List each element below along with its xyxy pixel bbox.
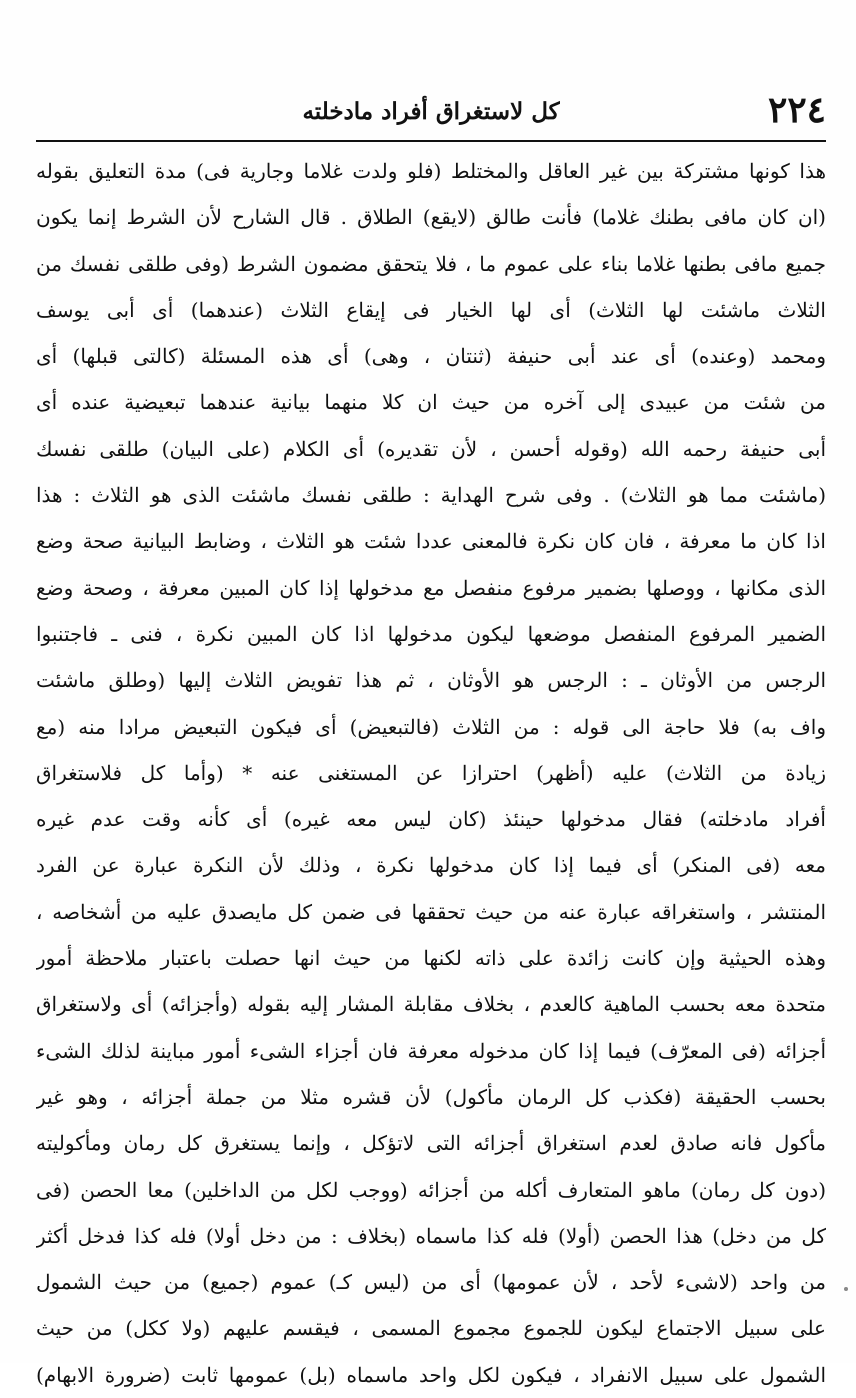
text-line: هذا كونها مشتركة بين غير العاقل والمختلط (فلو ولدت غلاما وجارية فى) مدة التعليق بقوله: [36, 159, 826, 183]
text-line: الرجس من الأوثان ـ : الرجس هو الأوثان ، ثم هذا تفويض الثلاث إليها (وطلق ماشئت: [36, 668, 826, 693]
text-line: الثلاث ماشئت لها الثلاث) أى لها الخيار فى إيقاع الثلاث (عندهما) أى أبى يوسف: [36, 297, 826, 322]
text-line: واف به) فلا حاجة الى قوله : من الثلاث (فالتبعيض) أى فيكون التبعيض مرادا منه (مع: [36, 714, 826, 739]
text-line: (دون كل رمان) ماهو المتعارف أكله من أجزائه (ووجب لكل من الداخلين) معا الحصن (فى: [36, 1177, 826, 1202]
text-line: من واحد (لاشىء لأحد ، لأن عمومها) أى من (ليس كـ) عموم (جميع) من حيث الشمول: [36, 1270, 826, 1295]
page-number: ٢٢٤: [767, 89, 826, 131]
text-line: الضمير المرفوع المنفصل موضعها ليكون مدخولها اذا كان المبين نكرة ، فنى ـ فاجتنبوا: [36, 621, 826, 646]
text-line: جميع مافى بطنها غلاما بناء على عموم ما ، فلا يتحقق مضمون الشرط (وفى طلقى نفسك من: [36, 251, 826, 276]
text-line: اذا كان ما معرفة ، فان كان نكرة فالمعنى عددا شئت هو الثلاث ، وضابط البيانية صحة وضع: [36, 529, 826, 554]
text-line: الشمول على سبيل الانفراد ، فيكون لكل واحد ماسماه (بل) عمومها ثابت (ضرورة الابهام): [36, 1362, 826, 1387]
text-line: الذى مكانها ، ووصلها بضمير مرفوع منفصل مع مدخولها إذا كان المبين معرفة ، وصحة وضع: [36, 575, 826, 600]
text-line: ومحمد (وعنده) أى عند أبى حنيفة (ثنتان ، وهى) أى هذه المسئلة (كالتى قبلها) أى: [36, 344, 826, 369]
text-line: معه (فى المنكر) أى فيما إذا كان مدخولها نكرة ، وذلك لأن النكرة عبارة عن الفرد: [36, 853, 826, 878]
text-line: أجزائه (فى المعرّف) فيما إذا كان مدخوله معرفة فان أجزاء الشىء أمور مباينة لذلك الشىء: [36, 1038, 826, 1063]
text-line: مأكول فانه صادق لعدم استغراق أجزائه التى لاتؤكل ، وإنما يستغرق كل رمان ومأكوليته: [36, 1131, 826, 1156]
text-line: زيادة من الثلاث) عليه (أظهر) احترازا عن المستغنى عنه * (وأما كل فلاستغراق: [36, 760, 826, 785]
page-body-text: [36, 148, 826, 1398]
page-header: [36, 88, 826, 140]
text-line: على سبيل الاجتماع ليكون للجموع مجموع المسمى ، فيقسم عليهم (ولا ككل) من حيث: [36, 1316, 826, 1341]
text-line: أفراد مادخلته) فقال مدخولها حينئذ (كان ليس معه غيره) أى كأنه وقت عدم غيره: [36, 807, 826, 832]
running-title: كل لاستغراق أفراد مادخلته: [302, 98, 560, 125]
header-divider: [36, 140, 826, 142]
text-line: وهذه الحيثية وإن كانت زائدة على ذاته لكنها من حيث انها حصلت باعتبار ملاحظة أمور: [36, 946, 826, 971]
scan-speck: [844, 1287, 848, 1291]
text-line: (ماشئت مما هو الثلاث) . وفى شرح الهداية : طلقى نفسك ماشئت الذى هو الثلاث : هذا: [36, 483, 826, 508]
text-line: بحسب الحقيقة (فكذب كل الرمان مأكول) لأن قشره مثلا من جملة أجزائه ، وهو غير: [36, 1084, 826, 1109]
text-line: متحدة معه بحسب الماهية كالعدم ، بخلاف مقابلة المشار إليه بقوله (وأجزائه) أى ولاستغراق: [36, 992, 826, 1017]
text-line: المنتشر ، واستغراقه عبارة عنه من حيث تحققها فى ضمن كل مايصدق عليه من أشخاصه ،: [36, 899, 826, 924]
text-line: (ان كان مافى بطنك غلاما) فأنت طالق (لايقع) الطلاق . قال الشارح لأن الشرط إنما يكون: [36, 205, 826, 230]
text-line: أبى حنيفة رحمه الله (وقوله أحسن ، لأن تقديره) أى الكلام (على البيان) طلقى نفسك: [36, 436, 826, 461]
text-line: كل من دخل) هذا الحصن (أولا) فله كذا ماسماه (بخلاف : من دخل أولا) فله كذا فدخل أكثر: [36, 1223, 826, 1248]
text-line: من شئت من عبيدى إلى آخره من حيث ان كلا منهما بيانية عندهما تبعيضية عنده أى: [36, 390, 826, 415]
